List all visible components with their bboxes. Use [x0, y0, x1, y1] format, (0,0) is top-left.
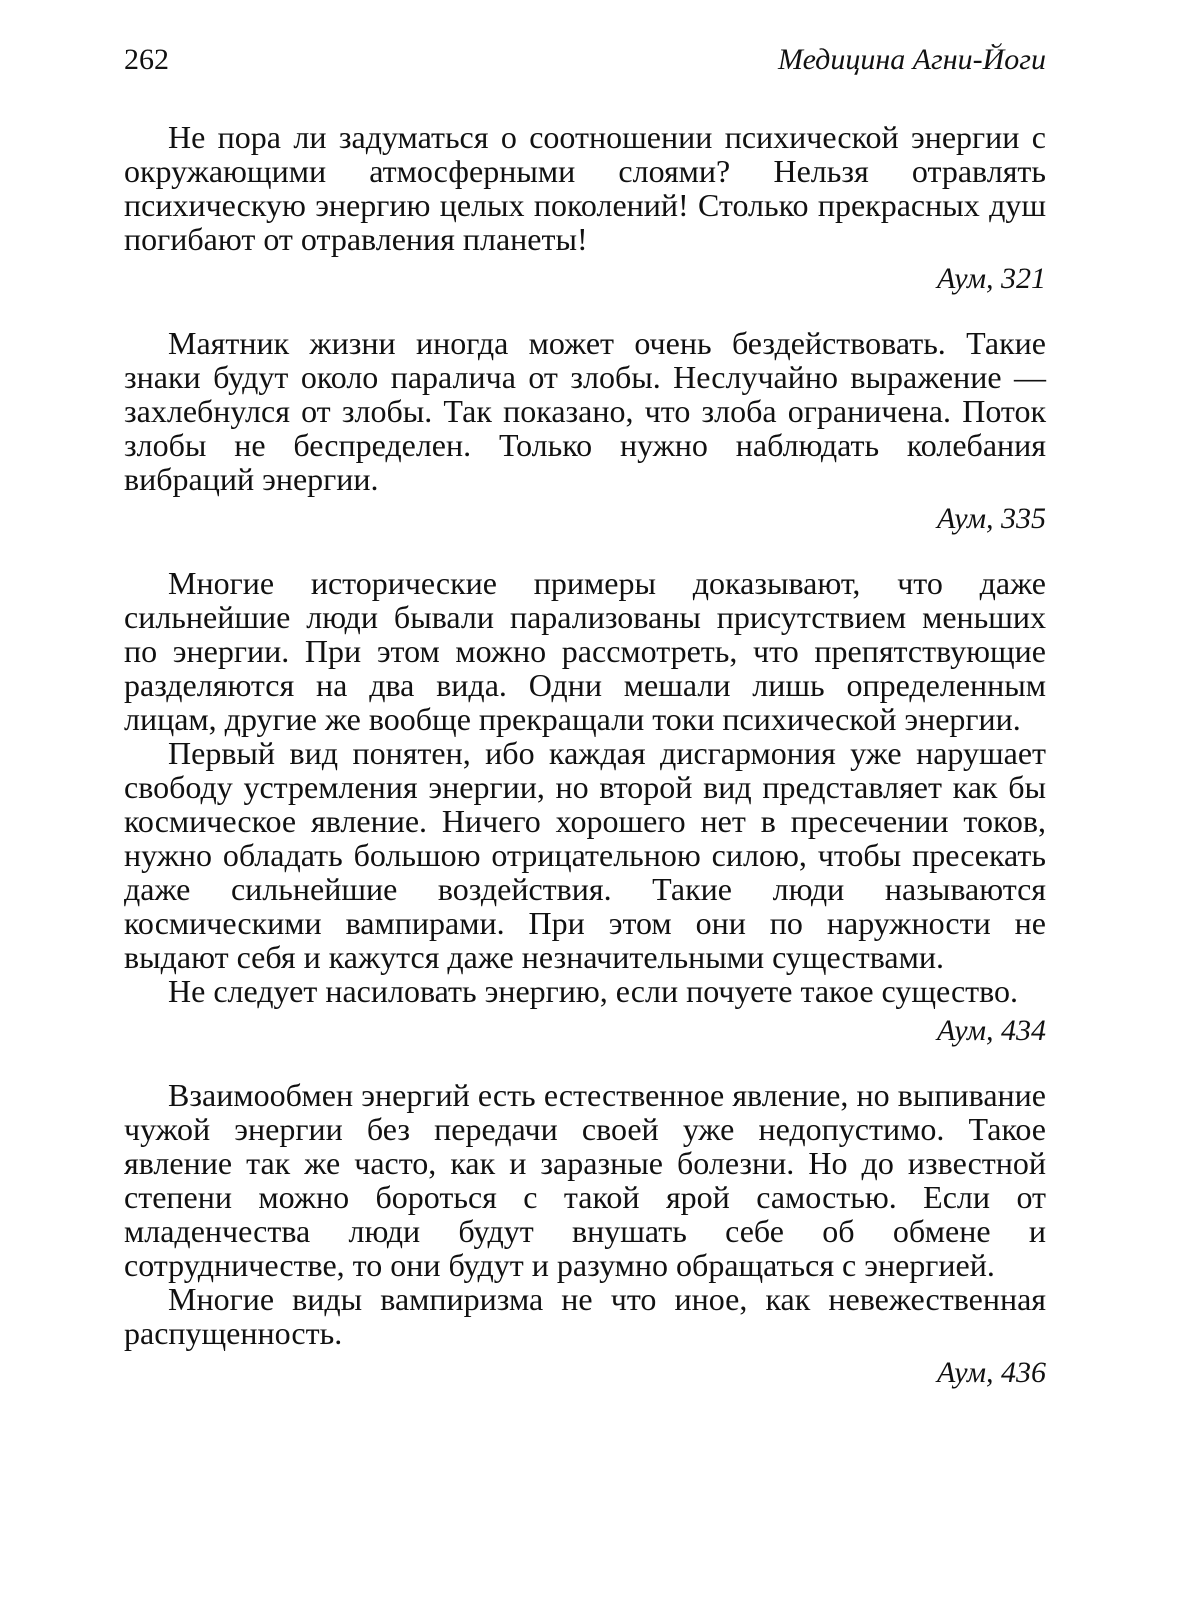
page-content: [124, 120, 1046, 1420]
quote-source: Аум, 436: [936, 1356, 1046, 1389]
page-number: 262: [124, 43, 169, 76]
quote-paragraph: Многие исторические примеры доказывают, что даже сильнейшие люди бывали парализованы присутствием меньших по энергии. При этом можно рассмотреть, что препятствующие разделяются на два вида. Одни мешали лишь определенным лицам, другие же вообще прекращали токи психической энергии.: [124, 565, 1046, 737]
quote-source: Аум, 434: [936, 1014, 1046, 1047]
quote-source: Аум, 321: [936, 262, 1046, 295]
quote-paragraph: Многие виды вампиризма не что иное, как невежественная распущенность.: [124, 1281, 1046, 1351]
quote-paragraph: Не пора ли задуматься о соотношении психической энергии с окружающими атмосферными слоями? Нельзя отравлять психическую энергию целых поколений! Столько прекрасных душ погибают от отравления планеты!: [124, 119, 1046, 257]
quote-block: [124, 120, 1046, 300]
quote-paragraph: Первый вид понятен, ибо каждая дисгармония уже нарушает свободу устремления энергии, но второй вид представляет как бы космическое явление. Ничего хорошего нет в пресечении токов, нужно обладать большою отрицательною силою, чтобы пресекать даже сильнейшие воздействия. Такие люди называются космическими вампирами. При этом они по наружности не выдают себя и кажутся даже незначительными существами.: [124, 735, 1046, 975]
quote-block: [124, 326, 1046, 540]
running-title: Медицина Агни-Йоги: [778, 43, 1046, 76]
quote-block: [124, 1078, 1046, 1394]
quote-paragraph: Взаимообмен энергий есть естественное явление, но выпивание чужой энергии без передачи своей уже недопустимо. Такое явление так же часто, как и заразные болезни. Но до известной степени можно бороться с такой ярой самостью. Если от младенчества люди будут внушать себе об обмене и сотрудничестве, то они будут и разумно обращаться с энергией.: [124, 1077, 1046, 1283]
quote-block: [124, 566, 1046, 1052]
quote-paragraph: Не следует насиловать энергию, если почуете такое существо.: [168, 973, 1019, 1009]
book-page: [124, 38, 1046, 1389]
quote-paragraph: Маятник жизни иногда может очень бездействовать. Такие знаки будут около паралича от злобы. Неслучайно выражение — захлебнулся от злобы. Так показано, что злоба ограничена. Поток злобы не беспределен. Только нужно наблюдать колебания вибраций энергии.: [124, 325, 1046, 497]
page-header: [124, 38, 1046, 82]
quote-source: Аум, 335: [936, 502, 1046, 535]
